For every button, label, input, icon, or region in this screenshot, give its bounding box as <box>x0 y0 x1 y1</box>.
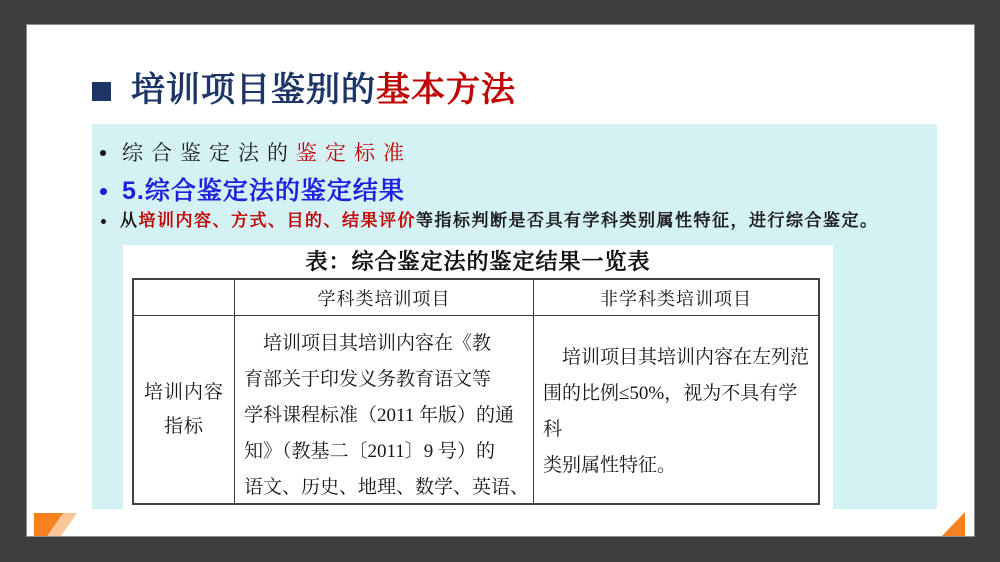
bullet-item-standard <box>100 138 412 168</box>
bullet1-black-text: 综合鉴定法的 <box>122 141 296 165</box>
bullet-dot-icon <box>100 188 107 195</box>
page-title-highlight: 基本方法 <box>376 71 516 109</box>
table-caption: 表：综合鉴定法的鉴定结果一览表 <box>305 249 651 274</box>
table-row-label <box>134 316 235 503</box>
text-line: 语文、历史、地理、数学、英语、 <box>244 477 530 498</box>
text-line: 学科课程标准（2011 年版）的通 <box>244 405 515 426</box>
bullet-text <box>120 209 879 233</box>
bullet-item-result <box>100 175 405 207</box>
bullet-item-criteria <box>101 209 879 233</box>
text-line: 指标 <box>163 415 204 437</box>
title-bullet-square <box>92 82 111 101</box>
presentation-slide <box>27 25 974 536</box>
corner-accent-right-icon <box>942 512 965 536</box>
corner-accent-left-icon <box>34 513 78 536</box>
bullet3-pre-text: 从 <box>120 211 139 230</box>
text-line: 培训内容 <box>143 381 224 403</box>
bullet-text <box>122 138 412 168</box>
bullet1-red-text: 鉴定标准 <box>296 141 412 165</box>
results-table <box>132 278 820 505</box>
content-panel <box>92 124 937 509</box>
page-title-prefix: 培训项目鉴别的 <box>131 71 376 109</box>
text-line: 知》（教基二〔2011〕9 号）的 <box>244 441 496 462</box>
bullet3-post-text: 等指标判断是否具有学科类别属性特征，进行综合鉴定。 <box>416 211 879 230</box>
table-header-subject: 学科类培训项目 <box>235 280 534 316</box>
bullet-dot-icon <box>101 219 106 224</box>
text-line: 培训项目其培训内容在左列范 <box>543 346 810 368</box>
bullet3-red-text: 培训内容、方式、目的、结果评价 <box>138 211 416 230</box>
text-line: 类别属性特征。 <box>543 454 677 476</box>
table-cell-subject <box>235 316 534 503</box>
text-line: 育部关于印发义务教育语文等 <box>244 369 492 390</box>
page-title <box>131 69 516 111</box>
table-cell-nonsubject <box>534 316 818 503</box>
text-line: 培训项目其培训内容在《教 <box>244 333 492 354</box>
bullet-dot-icon <box>100 150 106 156</box>
text-line: 围的比例≤50%，视为不具有学科 <box>543 382 798 440</box>
table-card <box>123 245 833 509</box>
table-header-nonsubject: 非学科类培训项目 <box>534 280 818 316</box>
table-header-empty <box>134 280 235 316</box>
bullet2-text: 5.综合鉴定法的鉴定结果 <box>122 177 405 205</box>
